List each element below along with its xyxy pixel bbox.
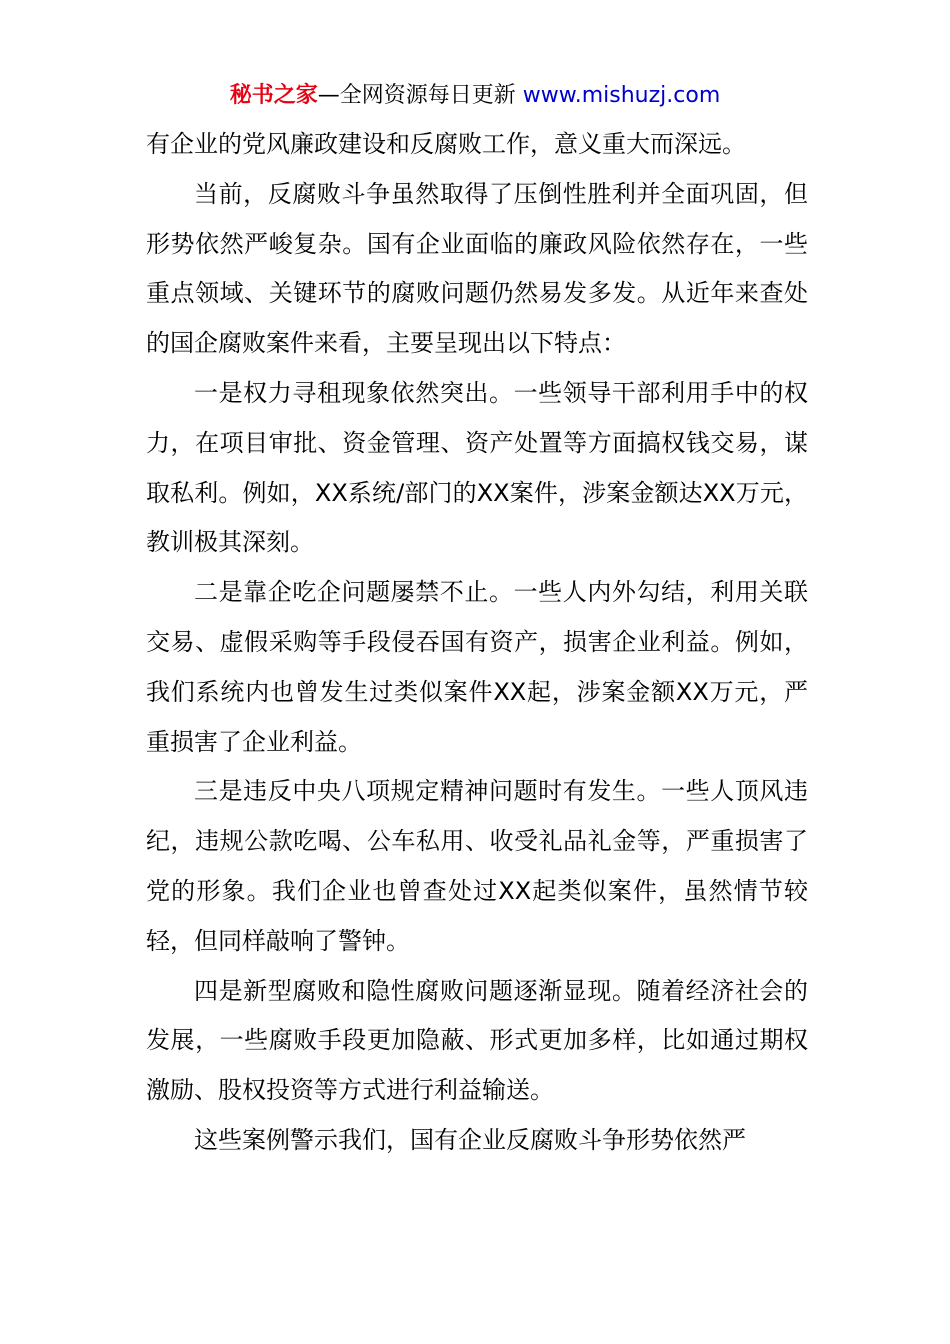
paragraph-situation: 当前，反腐败斗争虽然取得了压倒性胜利并全面巩固，但形势依然严峻复杂。国有企业面临的廉政风险依然存在，一些重点领域、关键环节的腐败问题仍然易发多发。从近年来查处的国企腐败案件来看，主要呈现出以下特点：	[146, 179, 808, 358]
site-url[interactable]: www.mishuzj.com	[522, 83, 721, 108]
paragraph-warning: 这些案例警示我们，国有企业反腐败斗争形势依然严	[194, 1125, 746, 1154]
site-brand: 秘书之家	[229, 83, 318, 108]
paragraph-point-three: 三是违反中央八项规定精神问题时有发生。一些人顶风违纪，违规公款吃喝、公车私用、收受礼品礼金等，严重损害了党的形象。我们企业也曾查处过XX起类似案件，虽然情节较轻，但同样敲响了警钟。	[146, 777, 808, 955]
site-tagline: —全网资源每日更新	[317, 83, 516, 108]
paragraph-point-two: 二是靠企吃企问题屡禁不止。一些人内外勾结，利用关联交易、虚假采购等手段侵吞国有资产，损害企业利益。例如，我们系统内也曾发生过类似案件XX起，涉案金额XX万元，严重损害了企业利益。	[146, 578, 808, 756]
paragraph-point-four: 四是新型腐败和隐性腐败问题逐渐显现。随着经济社会的发展，一些腐败手段更加隐蔽、形式更加多样，比如通过期权激励、股权投资等方式进行利益输送。	[146, 976, 808, 1105]
paragraph-continued: 有企业的党风廉政建设和反腐败工作，意义重大而深远。	[146, 130, 746, 158]
site-header	[0, 80, 950, 112]
document-body	[146, 120, 808, 1166]
paragraph-point-one: 一是权力寻租现象依然突出。一些领导干部利用手中的权力，在项目审批、资金管理、资产处置等方面搞权钱交易，谋取私利。例如，XX系统/部门的XX案件，涉案金额达XX万元，教训极其深刻。	[146, 378, 808, 557]
